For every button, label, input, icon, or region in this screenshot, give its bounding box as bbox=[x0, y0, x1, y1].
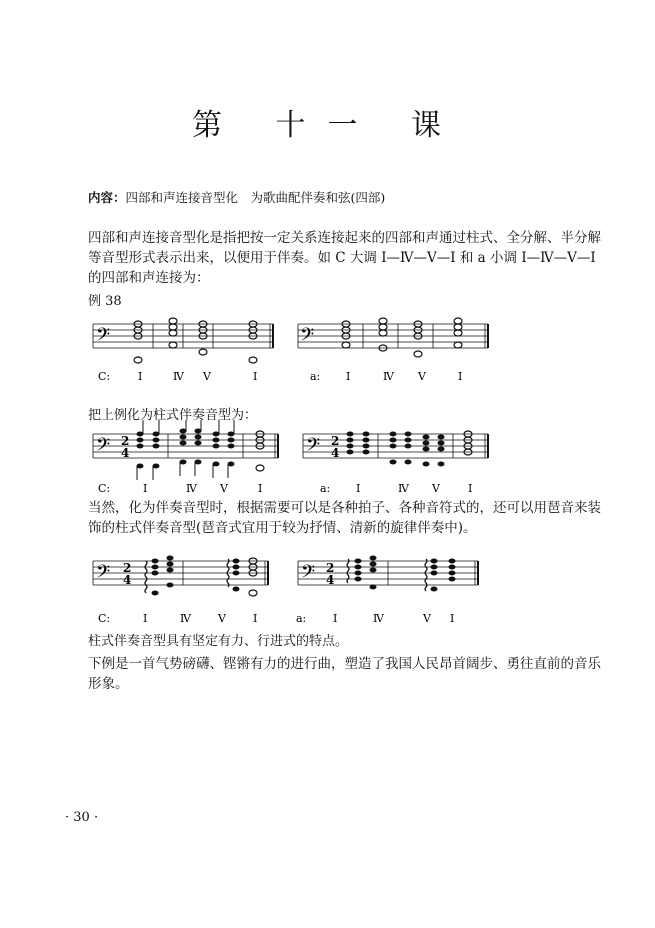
lesson-title: 第 十一 课 bbox=[191, 108, 464, 143]
svg-text:Ⅳ: Ⅳ bbox=[173, 370, 184, 383]
example3-roman-labels bbox=[98, 612, 454, 625]
example3-chords-c bbox=[152, 556, 240, 596]
example1-staff-left bbox=[93, 324, 273, 348]
svg-text:2: 2 bbox=[123, 561, 132, 575]
svg-text:4: 4 bbox=[123, 573, 132, 587]
example1-score bbox=[88, 308, 508, 398]
example-label: 例 38 bbox=[88, 294, 122, 309]
svg-text:Ⅰ: Ⅰ bbox=[143, 612, 148, 625]
arpeggio-marks-c bbox=[145, 559, 229, 593]
svg-text:a:: a: bbox=[320, 482, 331, 495]
svg-text:C:: C: bbox=[98, 370, 111, 383]
example3-score bbox=[88, 545, 508, 630]
svg-text:Ⅰ: Ⅰ bbox=[356, 482, 361, 495]
svg-text:𝄢: 𝄢 bbox=[300, 325, 315, 350]
svg-text:Ⅴ: Ⅴ bbox=[432, 482, 440, 495]
content-label: 内容： bbox=[88, 190, 126, 205]
svg-text:4: 4 bbox=[326, 573, 335, 587]
example2-score bbox=[88, 420, 508, 500]
svg-text:C:: C: bbox=[98, 482, 111, 495]
svg-text:𝄢: 𝄢 bbox=[96, 435, 111, 460]
svg-text:Ⅰ: Ⅰ bbox=[138, 370, 143, 383]
svg-text:2: 2 bbox=[331, 434, 340, 448]
svg-text:Ⅳ: Ⅳ bbox=[373, 612, 384, 625]
svg-text:Ⅴ: Ⅴ bbox=[218, 612, 226, 625]
svg-text:Ⅰ: Ⅰ bbox=[346, 370, 351, 383]
svg-text:𝄢: 𝄢 bbox=[301, 562, 316, 587]
example3-staff-left bbox=[93, 561, 268, 585]
section2-text: 把上例化为柱式伴奏音型为： bbox=[88, 408, 258, 423]
section3-paragraph: 当然，化为伴奏音型时，根据需要可以是各种拍子、各种音符式的，还可以用琶音来装饰的柱式伴奏音型(琶音式宜用于较为抒情、清新的旋律伴奏中)。 bbox=[88, 500, 601, 536]
svg-text:a:: a: bbox=[296, 612, 307, 625]
svg-text:4: 4 bbox=[331, 446, 340, 460]
svg-text:Ⅴ: Ⅴ bbox=[220, 482, 228, 495]
svg-text:Ⅰ: Ⅰ bbox=[258, 482, 263, 495]
final-paragraph: 下例是一首气势磅礴、铿锵有力的进行曲，塑造了我国人民昂首阔步、勇往直前的音乐形象。 bbox=[88, 656, 601, 692]
svg-text:Ⅰ: Ⅰ bbox=[143, 482, 148, 495]
lesson-content bbox=[88, 188, 385, 206]
svg-text:Ⅰ: Ⅰ bbox=[253, 612, 258, 625]
page-number: · 30 · bbox=[65, 810, 99, 825]
svg-text:Ⅰ: Ⅰ bbox=[253, 370, 258, 383]
intro-paragraph: 四部和声连接音型化是指把按一定关系连接起来的四部和声通过柱式、全分解、半分解等音型形式表示出来，以便用于伴奏。如 C 大调 Ⅰ—Ⅳ—Ⅴ—Ⅰ 和 a 小调 Ⅰ—Ⅳ—Ⅴ—Ⅰ 的四部和声连接为： bbox=[88, 230, 601, 286]
svg-text:Ⅰ: Ⅰ bbox=[458, 370, 463, 383]
example1-chords-c bbox=[134, 318, 257, 363]
svg-text:Ⅳ: Ⅳ bbox=[186, 482, 197, 495]
svg-text:Ⅴ: Ⅴ bbox=[423, 612, 431, 625]
svg-text:𝄢: 𝄢 bbox=[306, 435, 321, 460]
svg-text:Ⅴ: Ⅴ bbox=[418, 370, 426, 383]
svg-text:a:: a: bbox=[310, 370, 321, 383]
time-sig-bottom: 4 bbox=[121, 446, 130, 460]
svg-text:Ⅰ: Ⅰ bbox=[333, 612, 338, 625]
svg-text:Ⅴ: Ⅴ bbox=[203, 370, 211, 383]
example2-roman-labels bbox=[98, 482, 472, 495]
content-text: 四部和声连接音型化 为歌曲配伴奏和弦(四部) bbox=[125, 190, 386, 205]
example2-chords-c bbox=[137, 429, 235, 469]
example2-chords-a bbox=[347, 432, 445, 467]
svg-text:Ⅰ: Ⅰ bbox=[468, 482, 473, 495]
svg-text:𝄢: 𝄢 bbox=[96, 562, 111, 587]
example1-roman-labels bbox=[98, 370, 462, 383]
svg-text:Ⅰ: Ⅰ bbox=[450, 612, 455, 625]
bass-clef: 𝄢 bbox=[96, 325, 111, 350]
svg-text:2: 2 bbox=[326, 561, 335, 575]
time-sig-top: 2 bbox=[121, 434, 130, 448]
svg-text:C:: C: bbox=[98, 612, 111, 625]
svg-text:Ⅳ: Ⅳ bbox=[180, 612, 191, 625]
svg-text:Ⅳ: Ⅳ bbox=[398, 482, 409, 495]
characteristic-text: 柱式伴奏音型具有坚定有力、行进式的特点。 bbox=[88, 634, 349, 649]
svg-text:Ⅳ: Ⅳ bbox=[383, 370, 394, 383]
